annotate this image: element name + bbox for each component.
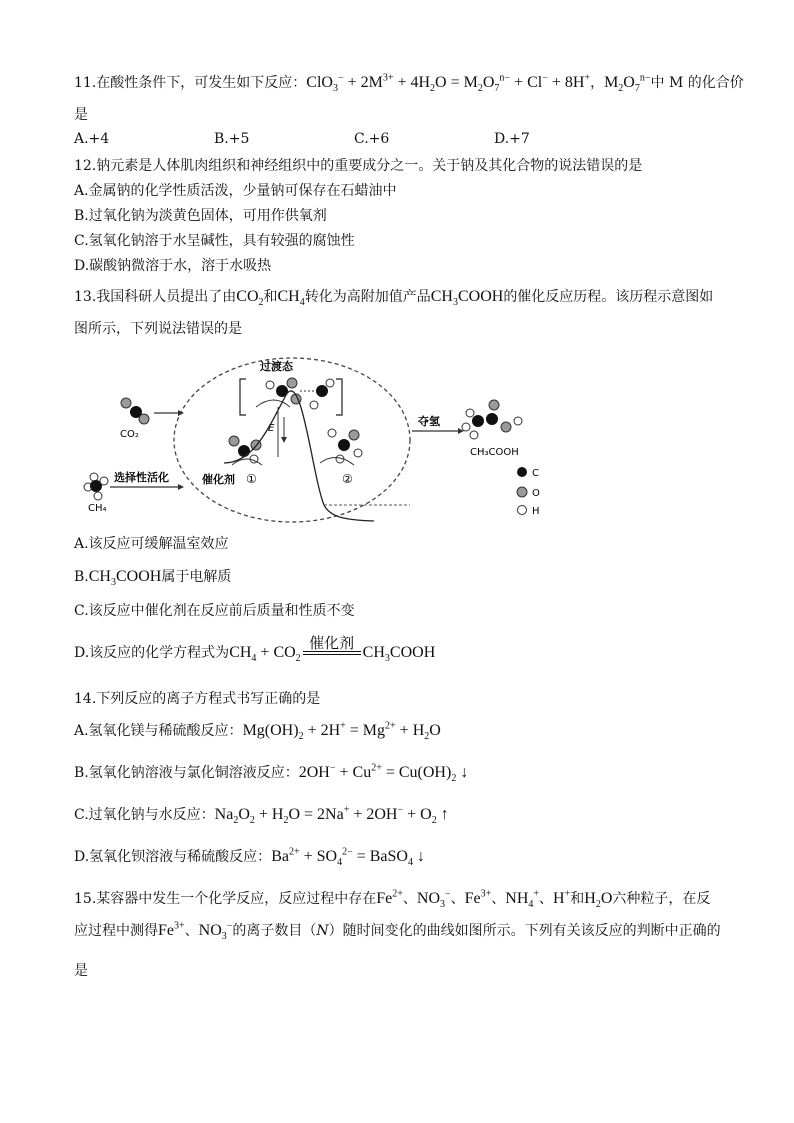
step2-label: ② [342,472,353,486]
q11-equation: $ClO_3^- + 2M^{3+} + 4H_2O = M_2O_7^{n-} + Cl^- + 8H^+$ [306,72,591,95]
transition-state-label: 过渡态 [260,360,293,373]
q13-option-a: A.该反应可缓解温室效应 [74,536,229,552]
legend-h: H [532,506,540,517]
q15-stem-line1: 15.某容器中发生一个化学反应，反应过程中存在$Fe^{2+}$、$NO_3^-$、$Fe^{3+}$、$NH_4^+$、H+和$H_2O$六种粒子，在反 [74,888,711,911]
legend-o: O [532,488,540,499]
q12-option-b: B.过氧化钠为淡黄色固体，可用作供氧剂 [74,208,327,224]
catalyst-label: 催化剂 [202,473,235,486]
q15-stem-line2: 应过程中测得$Fe^{3+}$、$NO_3^-$的离子数目（N）随时间变化的曲线如图所示。下列有关该反应的判断中正确的 [74,920,721,943]
q14-stem: 14.下列反应的离子方程式书写正确的是 [74,691,321,707]
q14-option-b: B.氢氧化钠溶液与氯化铜溶液反应：$2OH^- + Cu^{2+} = Cu(OH)_2$ ↓ [74,762,469,785]
q14-option-d: D.氢氧化钡溶液与稀硫酸反应：$Ba^{2+} + SO_4^{2-}$ = BaSO$_4$ ↓ [74,846,425,869]
q13-stem-line1: 13.我国科研人员提出了由$CO_2$和$CH_4$转化为高附加值产品$CH_3COOH$的催化反应历程。该历程示意图如 [74,288,714,309]
selective-activation-label: 选择性活化 [114,471,169,484]
q12-stem: 12.钠元素是人体肌肉组织和神经组织中的重要成分之一。关于钠及其化合物的说法错误的是 [74,158,643,174]
ch4-label: CH₄ [88,503,107,514]
step1-label: ① [246,472,257,486]
q12-option-d: D.碳酸钠微溶于水，溶于水吸热 [74,258,272,274]
co2-label: CO₂ [120,429,139,440]
reaction-mechanism-figure [74,355,544,525]
q11-stem-line1: 11.在酸性条件下，可发生如下反应：$ClO_3^- + 2M^{3+} + 4H_2O = M_2O_7^{n-} + Cl^- + 8H^+$，$M_2O_7^{n-}$中 M 的化合价 [74,72,744,95]
q15-stem-line3: 是 [74,963,88,979]
q11-option-a: A.+4 [74,131,110,147]
q14-option-c: C.过氧化钠与水反应：$Na_2O_2 + H_2O = 2Na^+ + 2OH^- + O_2$ ↑ [74,804,449,827]
q11-option-c: C.+6 [354,131,390,147]
q13-option-c: C.该反应中催化剂在反应前后质量和性质不变 [74,603,355,619]
legend-c: C [532,468,539,479]
q11-option-b: B.+5 [214,131,250,147]
co2-molecule [121,398,149,424]
q14-option-a: A.氢氧化镁与稀硫酸反应：$Mg(OH)_2 + 2H^+ = Mg^{2+} + H_2O$ [74,720,441,743]
catalyst-condition: 催化剂 [303,635,361,655]
q13-stem-line2: 图所示，下列说法错误的是 [74,321,242,337]
ch3cooh-molecule [462,400,522,439]
catalyst-intermediate-2 [320,429,362,465]
dehydrogenation-label: 夺氢 [418,415,440,428]
ch3cooh-label: CH₃COOH [470,447,519,458]
q13-option-b: $B.CH_3COOH$属于电解质 [74,568,232,589]
q11-m2o7: $M_2O_7^{n-}$ [604,72,651,95]
q11-stem-line2: 是 [74,107,88,123]
legend [517,467,540,517]
q12-option-a: A.金属钠的化学性质活泼，少量钠可保存在石蜡油中 [74,183,397,199]
ch4-molecule [84,473,108,500]
q12-option-c: C.氢氧化钠溶于水呈碱性，具有较强的腐蚀性 [74,233,355,249]
q11-option-d: D.+7 [494,131,530,147]
activation-energy-label: E [268,423,275,434]
q13-option-d: D.该反应的化学方程式为$CH_4 + CO_2$ 催化剂 $CH_3COOH$ [74,634,436,665]
catalyst-intermediate-1 [229,436,262,465]
